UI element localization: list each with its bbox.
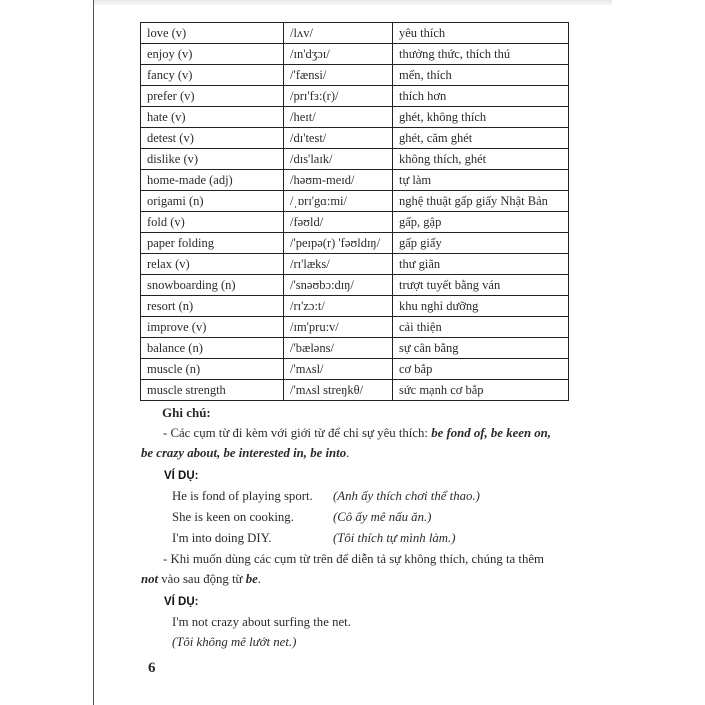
table-row — [141, 254, 569, 275]
example-1-vi: (Anh ấy thích chơi thể thao.) — [333, 489, 480, 503]
vocab-ipa: /'mʌsl streŋkθ/ — [284, 380, 393, 401]
vocab-word: balance (n) — [141, 338, 284, 359]
vocab-ipa: /dɪs'laɪk/ — [284, 149, 393, 170]
vocab-meaning: tự làm — [393, 170, 569, 191]
note-para2-text: - Khi muốn dùng các cụm từ trên để diễn tả sự không thích, chúng ta thêm — [163, 552, 544, 566]
vocab-meaning: nghệ thuật gấp giấy Nhật Bản — [393, 191, 569, 212]
table-row — [141, 317, 569, 338]
vocab-meaning: mến, thích — [393, 65, 569, 86]
vocab-meaning: cải thiện — [393, 317, 569, 338]
example-3-vi: (Tôi thích tự mình làm.) — [333, 531, 456, 545]
vocab-ipa: /rɪ'zɔ:t/ — [284, 296, 393, 317]
vocab-meaning: thích hơn — [393, 86, 569, 107]
vocab-word: enjoy (v) — [141, 44, 284, 65]
vocab-ipa: /heɪt/ — [284, 107, 393, 128]
vocab-meaning: trượt tuyết bằng ván — [393, 275, 569, 296]
vocab-meaning: ghét, căm ghét — [393, 128, 569, 149]
vocab-word: muscle (n) — [141, 359, 284, 380]
table-row — [141, 149, 569, 170]
vocab-ipa: /ɪn'dʒɔɪ/ — [284, 44, 393, 65]
vocab-meaning: yêu thích — [393, 23, 569, 44]
vocab-ipa: /həʊm-meɪd/ — [284, 170, 393, 191]
note-paragraph-2 — [141, 549, 573, 589]
vocab-ipa: /prɪ'fɜ:(r)/ — [284, 86, 393, 107]
example-2-en: She is keen on cooking. — [172, 510, 294, 524]
note-para2-middle: vào sau động từ — [158, 572, 246, 586]
table-row — [141, 107, 569, 128]
table-row — [141, 128, 569, 149]
table-row — [141, 44, 569, 65]
vocab-ipa: /'snəʊbɔ:dɪŋ/ — [284, 275, 393, 296]
vocab-word: detest (v) — [141, 128, 284, 149]
page-left-edge — [93, 0, 94, 705]
vocab-meaning: sức mạnh cơ bắp — [393, 380, 569, 401]
table-row — [141, 170, 569, 191]
vocab-meaning: ghét, không thích — [393, 107, 569, 128]
example-3-en: I'm into doing DIY. — [172, 531, 272, 545]
note-para2-end: . — [257, 572, 261, 586]
vocabulary-table — [140, 22, 569, 401]
example-label-2: VÍ DỤ: — [164, 596, 199, 608]
example-4-en: I'm not crazy about surfing the net. — [172, 615, 351, 629]
table-row — [141, 65, 569, 86]
vocab-meaning: thưởng thức, thích thú — [393, 44, 569, 65]
note-para1-phrases-a: be fond of, be keen on, — [431, 426, 551, 440]
vocab-word: love (v) — [141, 23, 284, 44]
table-row — [141, 296, 569, 317]
vocab-ipa: /'mʌsl/ — [284, 359, 393, 380]
note-para2-not: not — [141, 572, 159, 586]
notes-section — [141, 403, 573, 652]
vocab-meaning: khu nghỉ dưỡng — [393, 296, 569, 317]
page-number: 6 — [148, 660, 156, 676]
note-para1-end: . — [346, 446, 350, 460]
vocab-ipa: /fəʊld/ — [284, 212, 393, 233]
vocab-word: origami (n) — [141, 191, 284, 212]
vocab-meaning: gấp, gập — [393, 212, 569, 233]
vocab-meaning: không thích, ghét — [393, 149, 569, 170]
vocab-word: muscle strength — [141, 380, 284, 401]
vocab-word: prefer (v) — [141, 86, 284, 107]
note-para2-be: be — [245, 572, 258, 586]
vocab-word: home-made (adj) — [141, 170, 284, 191]
table-row — [141, 191, 569, 212]
vocab-word: fancy (v) — [141, 65, 284, 86]
vocab-word: relax (v) — [141, 254, 284, 275]
table-row — [141, 86, 569, 107]
example-row — [141, 507, 573, 528]
table-row — [141, 275, 569, 296]
vocab-word: improve (v) — [141, 317, 284, 338]
vocab-ipa: /'peɪpə(r) 'fəʊldɪŋ/ — [284, 233, 393, 254]
example-2-vi: (Cô ấy mê nấu ăn.) — [333, 510, 432, 524]
vocab-meaning: gấp giấy — [393, 233, 569, 254]
vocab-ipa: /ɪm'pru:v/ — [284, 317, 393, 338]
vocab-word: snowboarding (n) — [141, 275, 284, 296]
note-para1-phrases-b: be crazy about, be interested in, be into — [141, 446, 347, 460]
vocab-ipa: /dɪ'test/ — [284, 128, 393, 149]
example-row — [141, 486, 573, 507]
note-title: Ghi chú: — [162, 405, 211, 420]
vocab-meaning: cơ bắp — [393, 359, 569, 380]
vocab-ipa: /lʌv/ — [284, 23, 393, 44]
example-1-en: He is fond of playing sport. — [172, 489, 313, 503]
vocab-meaning: thư giãn — [393, 254, 569, 275]
vocab-word: dislike (v) — [141, 149, 284, 170]
vocab-word: resort (n) — [141, 296, 284, 317]
vocab-word: paper folding — [141, 233, 284, 254]
note-para1-text: - Các cụm từ đi kèm với giới từ để chỉ sự yêu thích: — [163, 426, 432, 440]
vocab-meaning: sự cân bằng — [393, 338, 569, 359]
table-row — [141, 212, 569, 233]
vocab-ipa: /rɪ'læks/ — [284, 254, 393, 275]
vocab-ipa: /ˌɒrɪ'gɑ:mi/ — [284, 191, 393, 212]
table-row — [141, 233, 569, 254]
vocab-word: hate (v) — [141, 107, 284, 128]
example-row — [141, 528, 573, 549]
example-label-1: VÍ DỤ: — [164, 470, 199, 482]
page-top-shadow — [94, 0, 612, 5]
vocab-ipa: /'bæləns/ — [284, 338, 393, 359]
table-row — [141, 338, 569, 359]
vocab-word: fold (v) — [141, 212, 284, 233]
table-row — [141, 380, 569, 401]
note-paragraph-1 — [141, 423, 573, 463]
vocab-ipa: /'fænsi/ — [284, 65, 393, 86]
example-4-vi: (Tôi không mê lướt net.) — [172, 635, 297, 649]
table-row — [141, 23, 569, 44]
table-row — [141, 359, 569, 380]
